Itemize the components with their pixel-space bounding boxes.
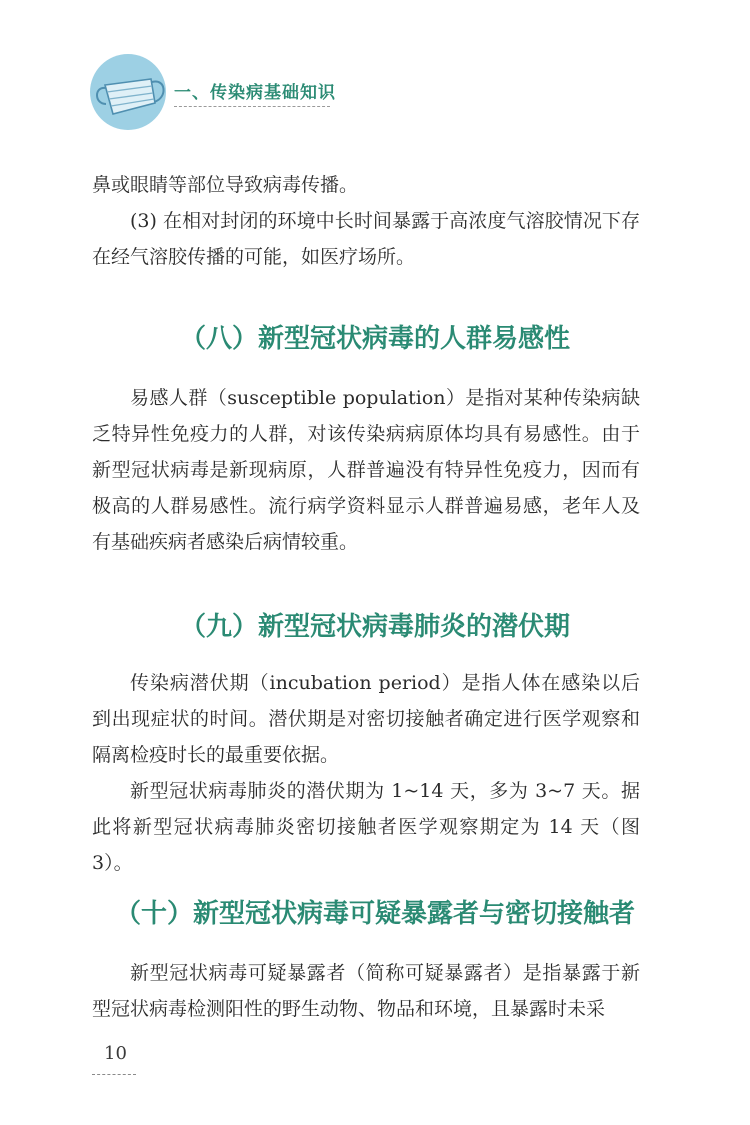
heading-susceptibility: （八）新型冠状病毒的人群易感性	[179, 324, 570, 354]
paragraph-incubation-definition: 传染病潜伏期（incubation period）是指人体在感染以后到出现症状的时间。潜伏期是对密切接触者确定进行医学观察和隔离检疫时长的最重要依据。	[92, 672, 640, 766]
running-section-title: 一、传染病基础知识	[174, 83, 336, 103]
paragraph-susceptibility: 易感人群（susceptible population）是指对某种传染病缺乏特异性免疫力的人群，对该传染病病原体均具有易感性。由于新型冠状病毒是新现病原，人群普遍没有特异性免疫力，因而有极高的人群易感性。流行病学资料显示人群普遍易感，老年人及有基础疾病者感染后病情较重。	[92, 387, 640, 553]
heading-incubation: （九）新型冠状病毒肺炎的潜伏期	[179, 612, 570, 642]
face-mask-icon	[88, 52, 172, 132]
paragraph-incubation-period: 新型冠状病毒肺炎的潜伏期为 1~14 天，多为 3~7 天。据此将新型冠状病毒肺炎密切接触者医学观察期定为 14 天（图 3）。	[92, 780, 640, 874]
paragraph-aerosol: (3) 在相对封闭的环境中长时间暴露于高浓度气溶胶情况下存在经气溶胶传播的可能，如医疗场所。	[92, 210, 640, 268]
header-dashed-divider	[174, 106, 330, 107]
page-number: 10	[104, 1043, 127, 1064]
footer-dashed-divider	[92, 1074, 136, 1075]
paragraph-suspected-exposure: 新型冠状病毒可疑暴露者（简称可疑暴露者）是指暴露于新型冠状病毒检测阳性的野生动物、物品和环境，且暴露时未采	[92, 962, 640, 1020]
paragraph-continued: 鼻或眼睛等部位导致病毒传播。	[92, 174, 359, 196]
heading-exposure-contacts: （十）新型冠状病毒可疑暴露者与密切接触者	[114, 899, 635, 929]
